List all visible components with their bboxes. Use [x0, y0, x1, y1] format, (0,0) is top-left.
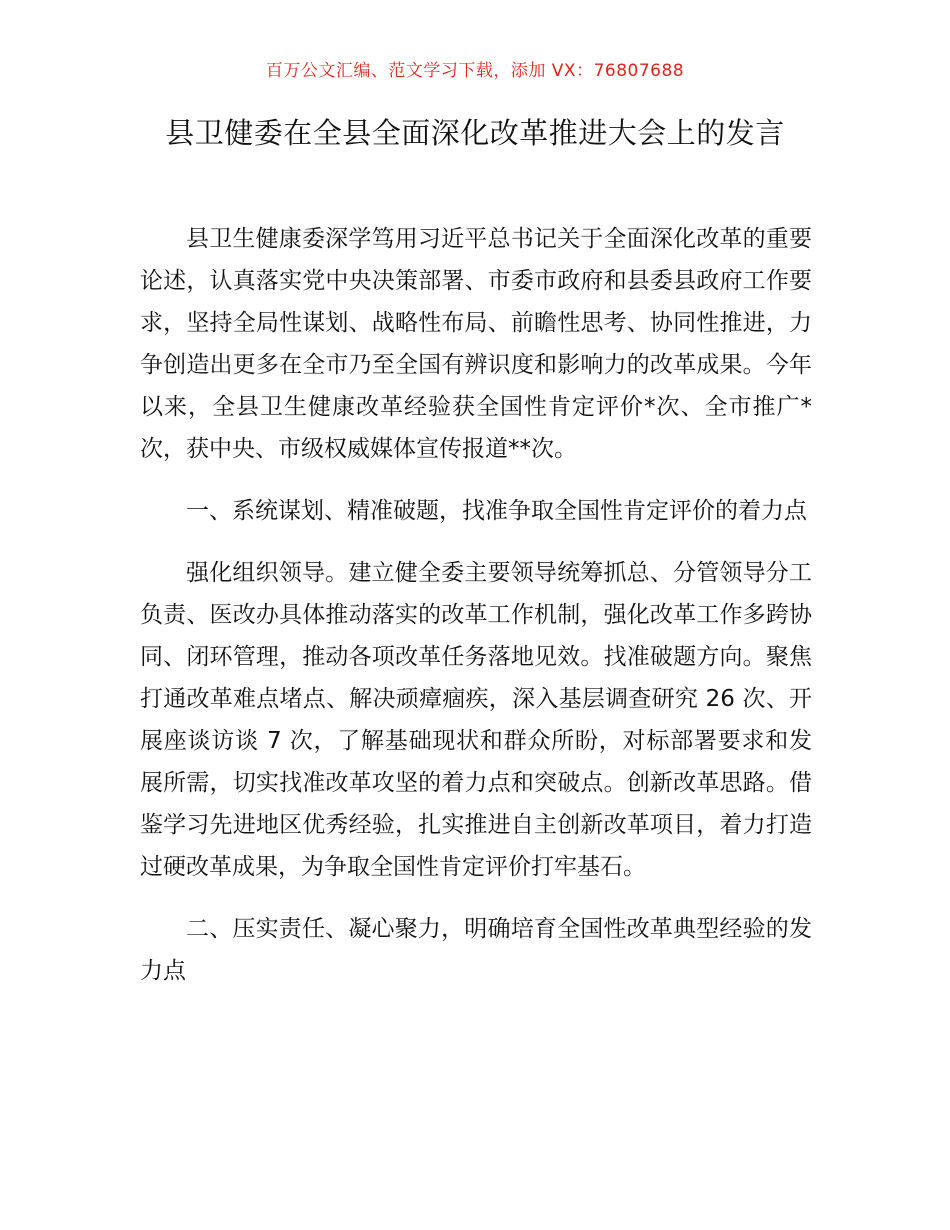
document-body [140, 218, 812, 1012]
section-1-paragraph: 强化组织领导。建立健全委主要领导统筹抓总、分管领导分工负责、医改办具体推动落实的改革工作机制，强化改革工作多跨协同、闭环管理，推动各项改革任务落地见效。找准破题方向。聚焦打通改革难点堵点、解决顽瘴痼疾，深入基层调查研究 26 次、开展座谈访谈 7 次，了解基础现状和群众所盼，对标部署要求和发展所需，切实找准改革攻坚的着力点和突破点。创新改革思路。借鉴学习先进地区优秀经验，扎实推进自主创新改革项目，着力打造过硬改革成果，为争取全国性肯定评价打牢基石。 [140, 560, 812, 880]
intro-paragraph: 县卫生健康委深学笃用习近平总书记关于全面深化改革的重要论述，认真落实党中央决策部署、市委市政府和县委县政府工作要求，坚持全局性谋划、战略性布局、前瞻性思考、协同性推进，力争创造出更多在全市乃至全国有辨识度和影响力的改革成果。今年以来，全县卫生健康改革经验获全国性肯定评价*次、全市推广*次，获中央、市级权威媒体宣传报道**次。 [140, 226, 812, 462]
watermark-header-note: 百万公文汇编、范文学习下载，添加 VX：76807688 [265, 61, 685, 81]
section-heading-1: 一、系统谋划、精准破题，找准争取全国性肯定评价的着力点 [186, 498, 807, 524]
section-heading-2: 二、压实责任、凝心聚力，明确培育全国性改革典型经验的发力点 [140, 916, 812, 984]
document-title: 县卫健委在全县全面深化改革推进大会上的发言 [165, 116, 785, 150]
